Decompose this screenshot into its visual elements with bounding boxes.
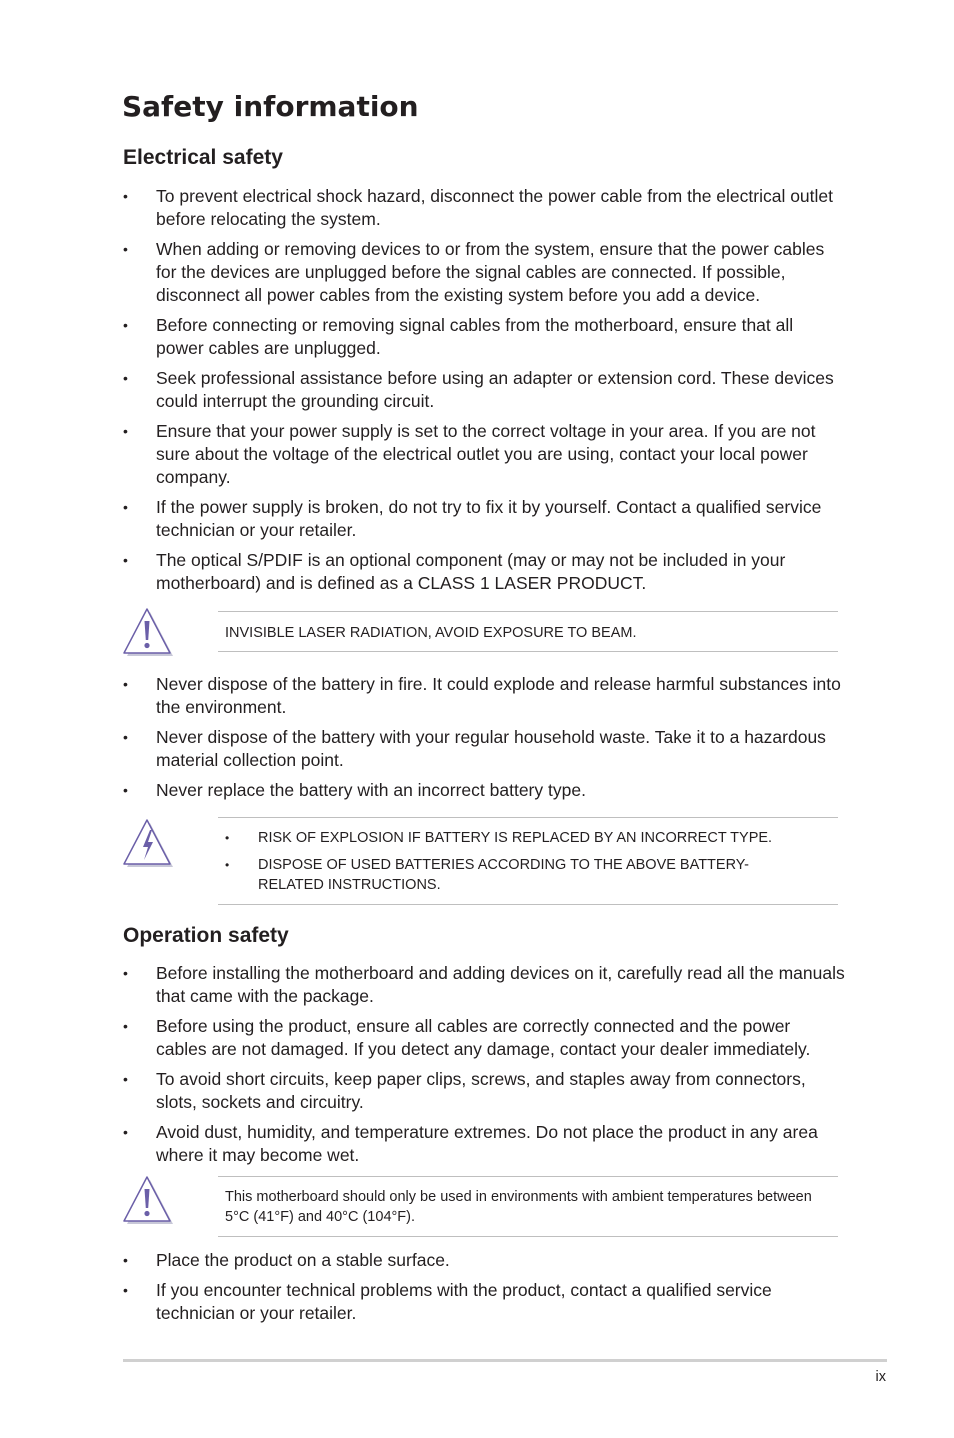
list-item-line: material collection point. [156, 750, 344, 770]
list-item-line: Never dispose of the battery in fire. It could explode and release harmful substances into [156, 674, 841, 694]
list-item-line: could interrupt the grounding circuit. [156, 391, 435, 411]
list-item-line: sure about the voltage of the electrical outlet you are using, contact your local power [156, 444, 808, 464]
list-item-line: cables are not damaged. If you detect any damage, contact your dealer immediately. [156, 1039, 811, 1059]
notice-divider [218, 904, 838, 905]
notice-divider [218, 1176, 838, 1177]
bullet-marker: • [123, 782, 128, 798]
list-item-line: slots, sockets and circuitry. [156, 1092, 364, 1112]
notice-text-line: This motherboard should only be used in environments with ambient temperatures between [225, 1189, 812, 1205]
bullet-marker: • [123, 1018, 128, 1034]
list-item-line: DISPOSE OF USED BATTERIES ACCORDING TO THE ABOVE BATTERY- [258, 857, 749, 873]
list-item-line: Seek professional assistance before using an adapter or extension cord. These devices [156, 368, 834, 388]
bullet-marker: • [123, 423, 128, 439]
list-item-line: If you encounter technical problems with the product, contact a qualified service [156, 1280, 772, 1300]
bullet-marker: • [123, 317, 128, 333]
list-item-line: Ensure that your power supply is set to the correct voltage in your area. If you are not [156, 421, 816, 441]
bullet-marker: • [123, 676, 128, 692]
list-item-line: company. [156, 467, 231, 487]
list-item-line: To prevent electrical shock hazard, disconnect the power cable from the electrical outlet [156, 186, 834, 206]
list-item-line: the environment. [156, 697, 287, 717]
caution-exclamation-icon [123, 1174, 175, 1226]
electrical-safety-heading: Electrical safety [123, 146, 283, 169]
page-number: ix [875, 1369, 886, 1385]
bullet-marker: • [123, 965, 128, 981]
list-item-line: power cables are unplugged. [156, 338, 381, 358]
notice-text-line: 5°C (41°F) and 40°C (104°F). [225, 1209, 416, 1225]
bullet-marker: • [225, 831, 230, 845]
bullet-marker: • [225, 858, 230, 872]
list-item-line: RISK OF EXPLOSION IF BATTERY IS REPLACED BY AN INCORRECT TYPE. [258, 830, 773, 846]
bullet-marker: • [123, 1124, 128, 1140]
list-item-line: technician or your retailer. [156, 1303, 357, 1323]
caution-exclamation-icon [123, 606, 175, 658]
list-item-line: The optical S/PDIF is an optional component (may or may not be included in your [156, 550, 786, 570]
list-item-line: technician or your retailer. [156, 520, 357, 540]
list-item-line: Never dispose of the battery with your regular household waste. Take it to a hazardous [156, 727, 826, 747]
notice-text: INVISIBLE LASER RADIATION, AVOID EXPOSURE TO BEAM. [225, 625, 637, 641]
notice-divider [218, 1236, 838, 1237]
bullet-marker: • [123, 552, 128, 568]
bullet-marker: • [123, 370, 128, 386]
bullet-marker: • [123, 729, 128, 745]
bullet-marker: • [123, 241, 128, 257]
list-item-line: If the power supply is broken, do not try to fix it by yourself. Contact a qualified service [156, 497, 822, 517]
bullet-marker: • [123, 188, 128, 204]
operation-safety-heading: Operation safety [123, 924, 289, 947]
list-item-line: Avoid dust, humidity, and temperature extremes. Do not place the product in any area [156, 1122, 818, 1142]
footer-divider [123, 1359, 887, 1362]
bullet-marker: • [123, 499, 128, 515]
notice-divider [218, 651, 838, 652]
list-item-line: Never replace the battery with an incorrect battery type. [156, 780, 586, 800]
laser-caution-notice [123, 606, 838, 658]
list-item-line: for the devices are unplugged before the signal cables are connected. If possible, [156, 262, 786, 282]
list-item-line: Before installing the motherboard and adding devices on it, carefully read all the manuals [156, 963, 845, 983]
list-item-line: before relocating the system. [156, 209, 381, 229]
bullet-marker: • [123, 1071, 128, 1087]
battery-warning-notice [123, 812, 838, 907]
page-title: Safety information [122, 90, 419, 123]
notice-divider [218, 817, 838, 818]
list-item-line: Before using the product, ensure all cables are correctly connected and the power [156, 1016, 791, 1036]
bullet-marker: • [123, 1282, 128, 1298]
list-item-line: Before connecting or removing signal cables from the motherboard, ensure that all [156, 315, 794, 335]
notice-divider [218, 611, 838, 612]
list-item-line: When adding or removing devices to or from the system, ensure that the power cables [156, 239, 825, 259]
warning-lightning-icon [123, 817, 175, 869]
list-item-line: that came with the package. [156, 986, 374, 1006]
list-item-line: RELATED INSTRUCTIONS. [258, 877, 441, 893]
bullet-marker: • [123, 1252, 128, 1268]
list-item-line: Place the product on a stable surface. [156, 1250, 450, 1270]
temperature-caution-notice [123, 1171, 838, 1239]
list-item-line: disconnect all power cables from the existing system before you add a device. [156, 285, 761, 305]
list-item-line: To avoid short circuits, keep paper clips, screws, and staples away from connectors, [156, 1069, 806, 1089]
list-item-line: motherboard) and is defined as a CLASS 1 LASER PRODUCT. [156, 573, 647, 593]
list-item-line: where it may become wet. [156, 1145, 360, 1165]
